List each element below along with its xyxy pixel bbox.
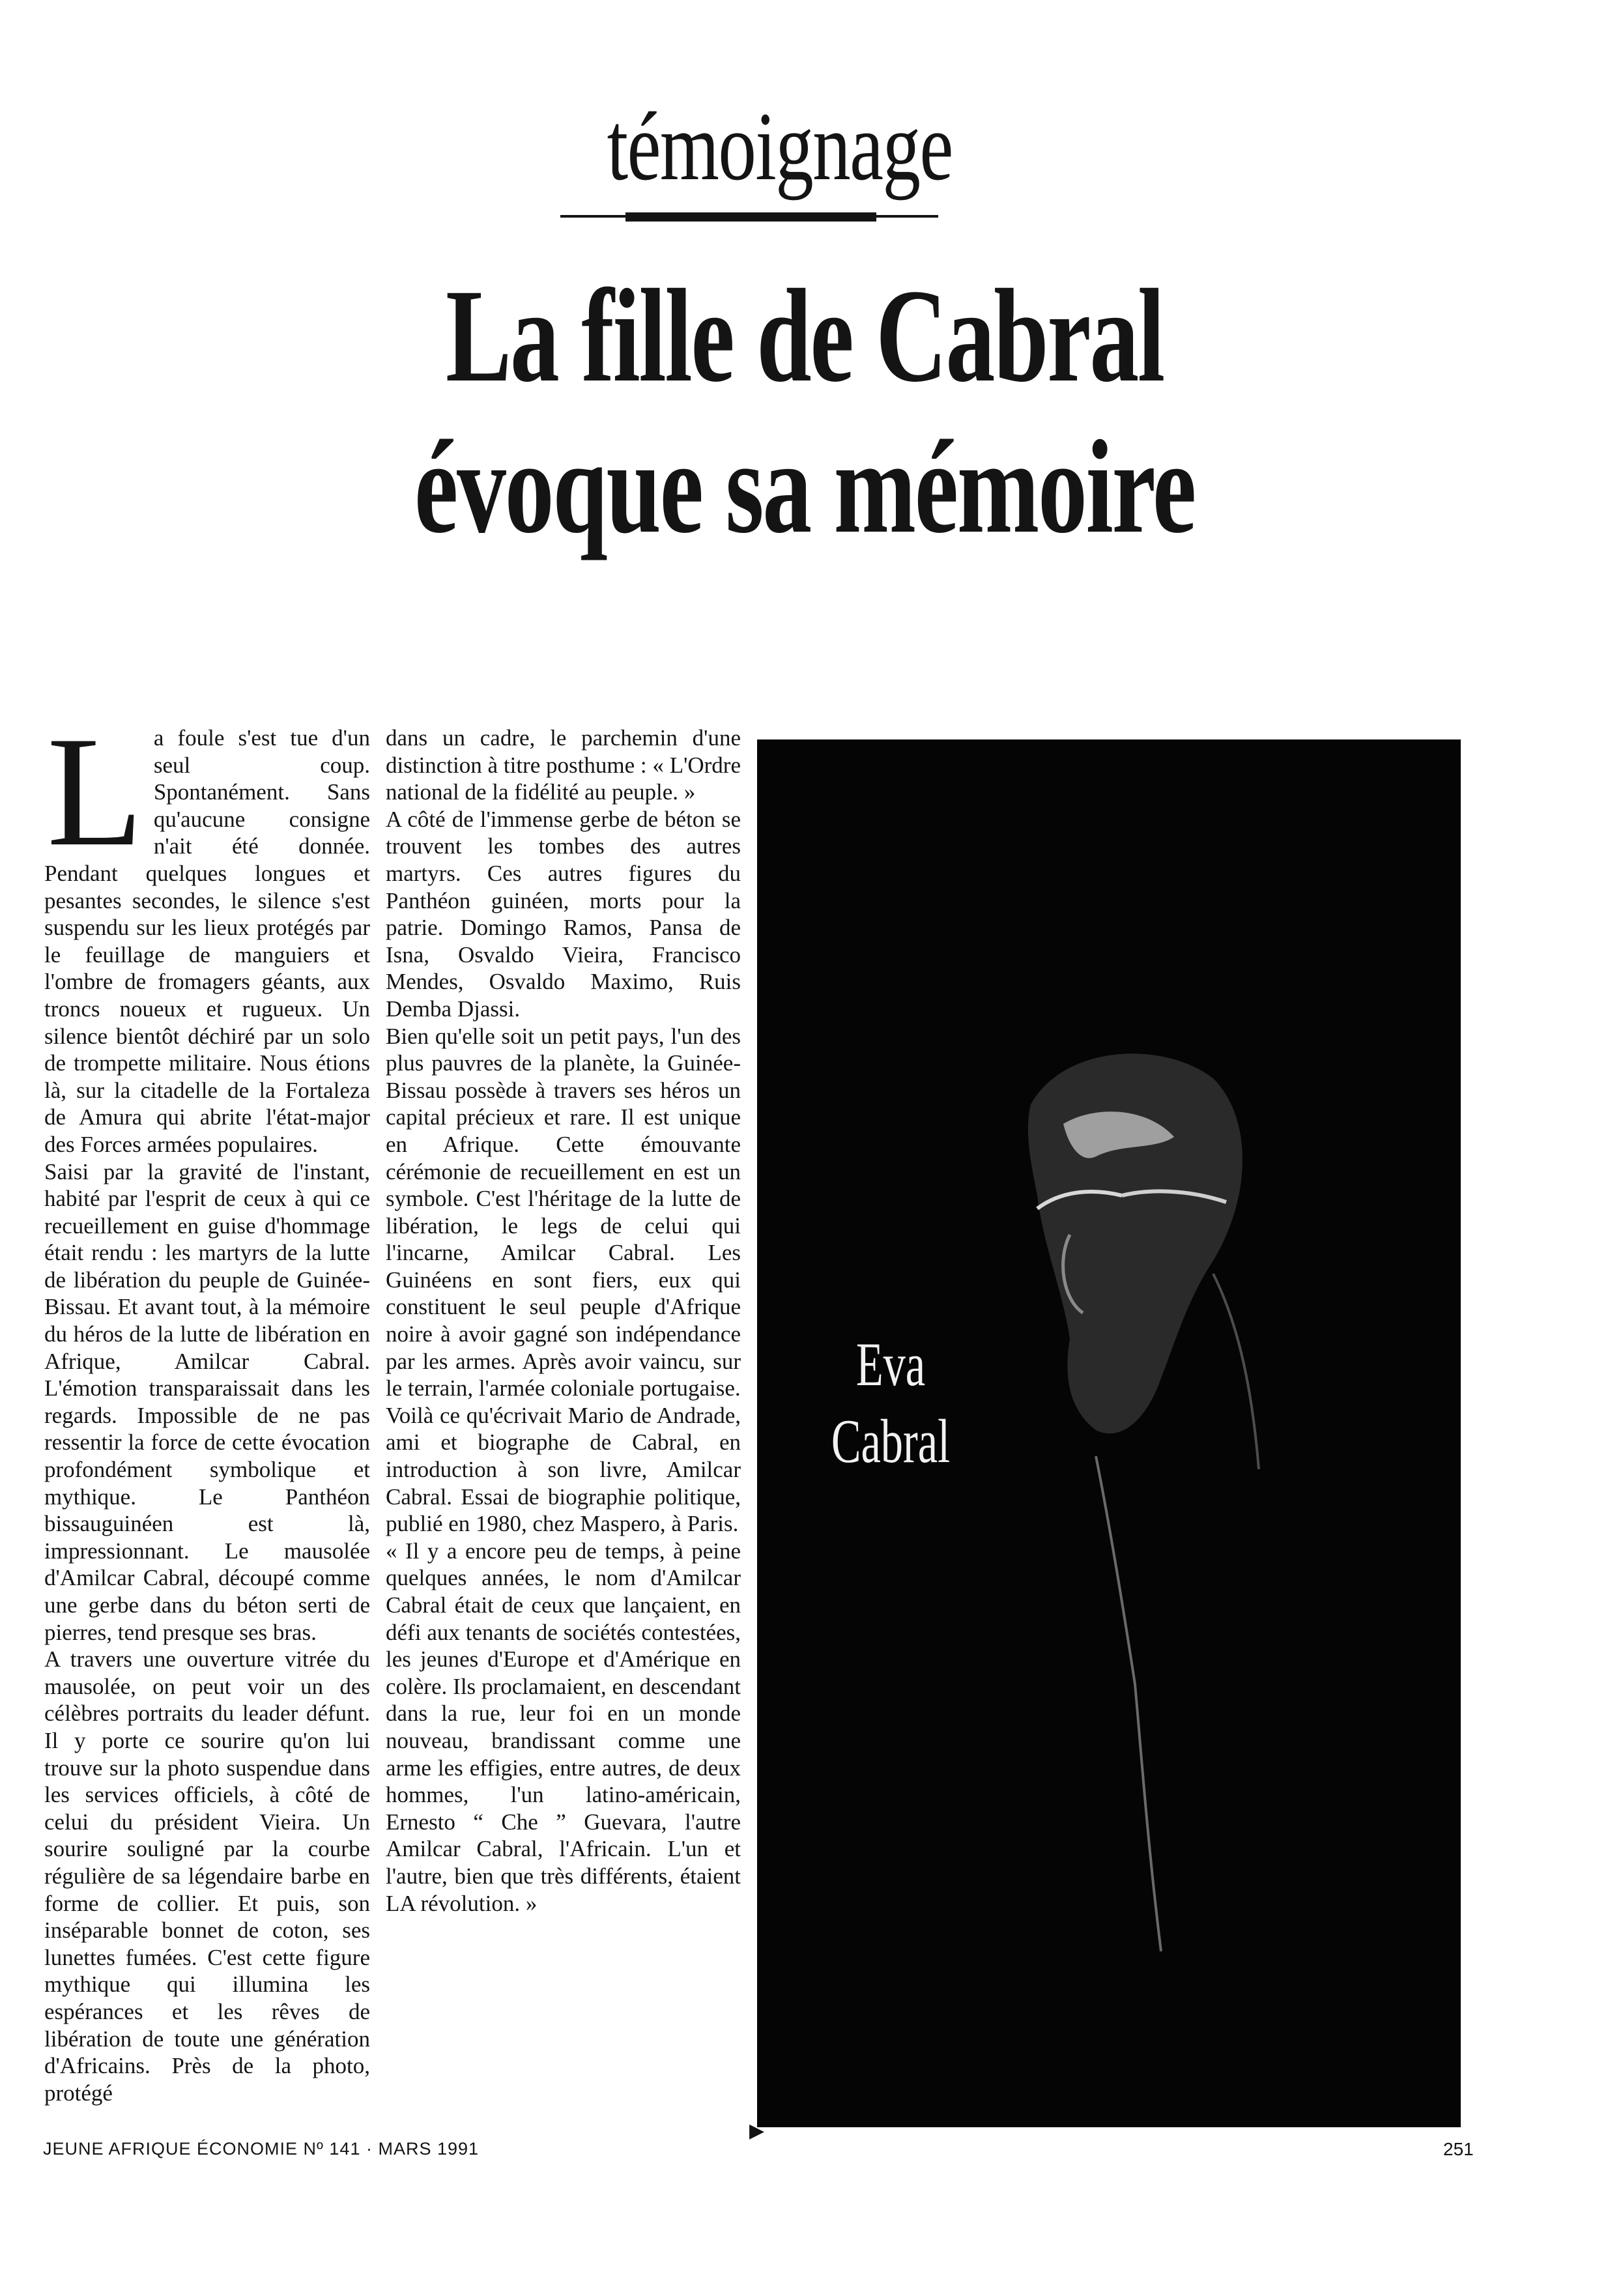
photo-caption bbox=[793, 1326, 988, 1480]
paragraph: Bien qu'elle soit un petit pays, l'un des plus pauvres de la planète, la Guinée-Bissau possède à travers ses héros un capital précieux et rare. Il est unique en Afrique. Cette émouvante cérémonie de recueillement en est un symbole. C'est l'héritage de la lutte de libération, le legs de celui qui l'incarne, Amilcar Cabral. Les Guinéens en sont fiers, eux qui constituent le seul peuple d'Afrique noire à avoir gagné son indépendance par les armes. Après avoir vaincu, sur le terrain, l'armée coloniale portugaise. bbox=[386, 1023, 741, 1401]
paragraph: dans un cadre, le parchemin d'une distinction à titre posthume : « L'Ordre national de la fidélité au peuple. » bbox=[386, 725, 741, 805]
caption-first-name: Eva bbox=[855, 1330, 926, 1399]
drop-cap: L bbox=[47, 704, 143, 879]
face-shadow-shape bbox=[1028, 1054, 1242, 1433]
portrait-photo bbox=[757, 739, 1461, 2127]
figure-contour-right bbox=[1213, 1274, 1259, 1469]
headline-line-1: La fille de Cabral bbox=[446, 262, 1164, 410]
paragraph: A côté de l'immense gerbe de béton se trouvent les tombes des autres martyrs. Ces autres figures du Panthéon guinéen, morts pour la patrie. Domingo Ramos, Pansa de Isna, Osvaldo Vieira, Francisco Mendes, Osvaldo Maximo, Ruis Demba Djassi. bbox=[386, 806, 741, 1022]
paragraph: Voilà ce qu'écrivait Mario de Andrade, ami et biographe de Cabral, en introduction à son livre, Amilcar Cabral. Essai de biographie politique, publié en 1980, chez Maspero, à Paris. bbox=[386, 1402, 741, 1537]
caption-last-name: Cabral bbox=[831, 1407, 951, 1476]
kicker-underline-bold bbox=[625, 212, 876, 222]
paragraph: A travers une ouverture vitrée du mausolée, on peut voir un des célèbres portraits du leader défunt. Il y porte ce sourire qu'on lui trouve sur la photo suspendue dans les services officiels, à côté de celui du président Vieira. Un sourire souligné par la courbe régulière de sa légendaire barbe en forme de collier. Et puis, son inséparable bonnet de coton, ses lunettes fumées. C'est cette figure mythique qui illumina les espérances et les rêves de libération de toute une génération d'Africains. Près de la photo, protégé bbox=[44, 1646, 370, 2106]
page-number: 251 bbox=[1443, 2139, 1474, 2159]
article-column-2 bbox=[386, 725, 741, 1917]
headline bbox=[156, 261, 1453, 563]
end-mark-icon: ▶ bbox=[749, 2120, 765, 2142]
paragraph: « Il y a encore peu de temps, à peine quelques années, le nom d'Amilcar Cabral était de ceux que lançaient, en défi aux tenants de sociétés contestées, les jeunes d'Europe et d'Amérique en colère. Ils proclamaient, en descendant dans la rue, leur foi en un monde nouveau, brandissant comme une arme les effigies, entre autres, de deux hommes, l'un latino-américain, Ernesto “ Che ” Guevara, l'autre Amilcar Cabral, l'Africain. L'un et l'autre, bien que très différents, étaient LA révolution. » bbox=[386, 1538, 741, 1916]
paragraph: a foule s'est tue d'un seul coup. Spontanément. Sans qu'aucune consigne n'ait été donnée. Pendant quelques longues et pesantes secondes, le silence s'est suspendu sur les lieux protégés par le feuillage de manguiers et l'ombre de fromagers géants, aux troncs noueux et rugueux. Un silence bientôt déchiré par un solo de trompette militaire. Nous étions là, sur la citadelle de la Fortaleza de Amura qui abrite l'état-major des Forces armées populaires. bbox=[44, 725, 370, 1157]
article-column-1 bbox=[44, 704, 370, 2106]
footer-publication: JEUNE AFRIQUE ÉCONOMIE Nº 141 · MARS 1991 bbox=[43, 2139, 480, 2159]
paragraph: Saisi par la gravité de l'instant, habité par l'esprit de ceux à qui ce recueillement en guise d'hommage était rendu : les martyrs de la lutte de libération du peuple de Guinée-Bissau. Et avant tout, à la mémoire du héros de la lutte de libération en Afrique, Amilcar Cabral. L'émotion transparaissait dans les regards. Impossible de ne pas ressentir la force de cette évocation profondément symbolique et mythique. Le Panthéon bissauguinéen est là, impressionnant. Le mausolée d'Amilcar Cabral, découpé comme une gerbe dans du béton serti de pierres, tend presque ses bras. bbox=[44, 1158, 370, 1645]
headline-line-2: évoque sa mémoire bbox=[414, 413, 1196, 561]
section-kicker: témoignage bbox=[607, 93, 953, 201]
figure-contour bbox=[1096, 1456, 1161, 1951]
